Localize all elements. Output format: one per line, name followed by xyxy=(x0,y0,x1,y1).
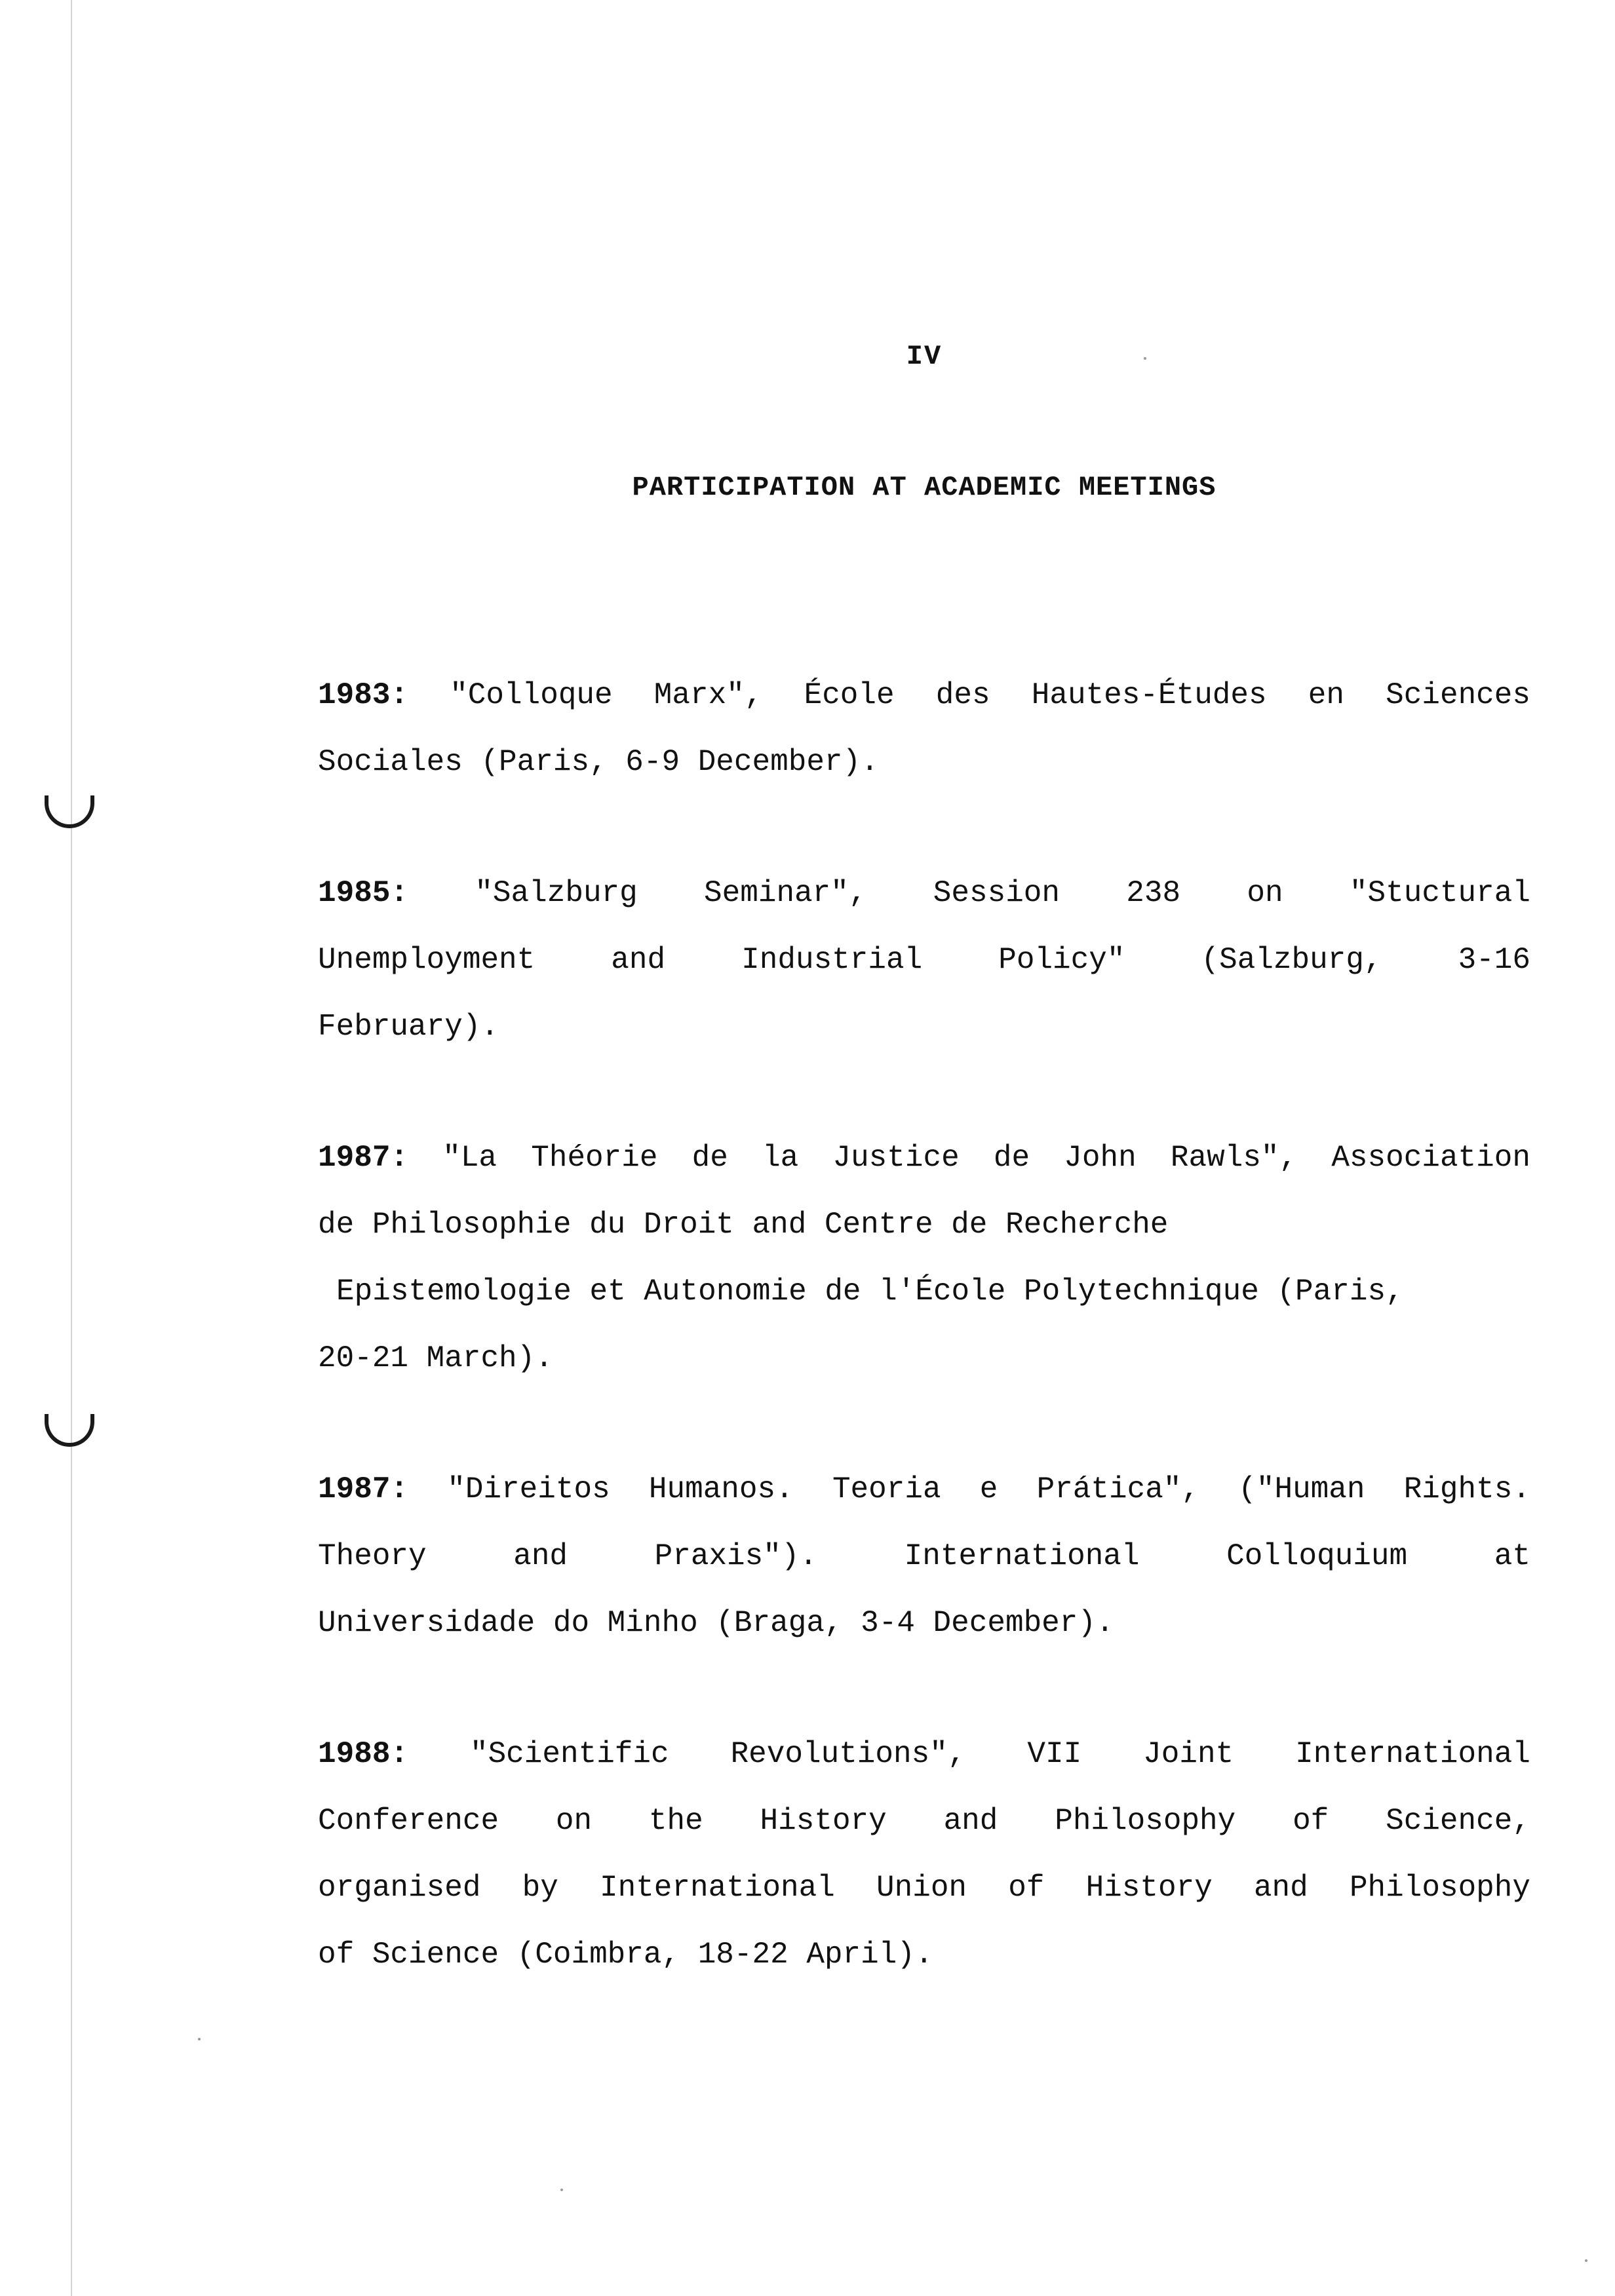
entry-word: Conference xyxy=(318,1804,499,1838)
entry-line xyxy=(318,1854,1530,1921)
entry-line: February). xyxy=(318,1010,499,1044)
meeting-year: 1985: xyxy=(318,876,409,910)
entry-line xyxy=(318,1124,1530,1191)
meeting-entry xyxy=(318,662,1530,795)
entry-word: Théorie xyxy=(531,1141,658,1175)
entry-word: History xyxy=(760,1804,887,1838)
meeting-entry xyxy=(318,860,1530,1060)
meeting-entry xyxy=(318,1456,1530,1656)
entry-word: 238 xyxy=(1126,876,1181,910)
entry-word: organised xyxy=(318,1871,481,1905)
entry-word: at xyxy=(1494,1539,1530,1573)
entry-word: e xyxy=(979,1472,998,1506)
entry-word: la xyxy=(762,1141,799,1175)
entry-word: (Salzburg, xyxy=(1201,943,1382,977)
scan-speck xyxy=(198,2038,201,2040)
entry-word: Policy" xyxy=(998,943,1125,977)
entry-word: by xyxy=(522,1871,558,1905)
entry-line xyxy=(318,860,1530,927)
meetings-list xyxy=(318,662,1530,1988)
entry-word: Colloquium xyxy=(1226,1539,1408,1573)
scan-speck xyxy=(560,2189,563,2191)
meeting-year: 1987: xyxy=(318,1472,409,1506)
entry-word: Industrial xyxy=(741,943,923,977)
binding-margin-line xyxy=(71,0,72,2296)
entry-word: "Stuctural xyxy=(1349,876,1530,910)
entry-word: of xyxy=(1008,1871,1045,1905)
entry-word: Theory xyxy=(318,1539,427,1573)
section-title: PARTICIPATION AT ACADEMIC MEETINGS xyxy=(632,472,1216,503)
entry-line xyxy=(318,1523,1530,1590)
entry-word: de xyxy=(993,1141,1030,1175)
entry-word: "Colloque xyxy=(450,678,613,712)
entry-line: 20-21 March). xyxy=(318,1341,553,1375)
entry-word: Joint xyxy=(1143,1737,1234,1771)
entry-word: des xyxy=(935,678,990,712)
entry-word: John xyxy=(1064,1141,1137,1175)
entry-word: and xyxy=(1253,1871,1308,1905)
entry-word: History xyxy=(1085,1871,1213,1905)
entry-word: Philosophy xyxy=(1349,1871,1530,1905)
entry-word: Session xyxy=(933,876,1060,910)
entry-word: and xyxy=(943,1804,998,1838)
entry-word: of xyxy=(1293,1804,1329,1838)
entry-word: International xyxy=(1295,1737,1530,1771)
entry-word: Revolutions", xyxy=(730,1737,966,1771)
entry-word: Philosophy xyxy=(1055,1804,1236,1838)
entry-word: Rawls", xyxy=(1170,1141,1298,1175)
entry-word: and xyxy=(513,1539,568,1573)
entry-word: Association xyxy=(1331,1141,1530,1175)
entry-line xyxy=(318,1721,1530,1788)
section-number: IV xyxy=(906,341,943,372)
binder-hook-mark xyxy=(45,795,94,828)
entry-word: Science, xyxy=(1386,1804,1530,1838)
entry-word: Unemployment xyxy=(318,943,535,977)
meeting-year: 1988: xyxy=(318,1737,409,1771)
entry-word: 3-16 xyxy=(1458,943,1530,977)
entry-word: Prática", xyxy=(1036,1472,1200,1506)
entry-word: "Direitos xyxy=(447,1472,610,1506)
entry-word: en xyxy=(1308,678,1344,712)
entry-word: "La xyxy=(442,1141,497,1175)
entry-line: Epistemologie et Autonomie de l'École Polytechnique (Paris, xyxy=(336,1274,1404,1309)
entry-word: on xyxy=(1247,876,1283,910)
entry-line: de Philosophie du Droit and Centre de Recherche xyxy=(318,1208,1169,1242)
entry-word: de xyxy=(691,1141,728,1175)
entry-word: Union xyxy=(876,1871,967,1905)
entry-word: Humanos. xyxy=(648,1472,794,1506)
entry-line xyxy=(318,1456,1530,1523)
entry-word: International xyxy=(599,1871,835,1905)
entry-line: Universidade do Minho (Braga, 3-4 December). xyxy=(318,1606,1114,1640)
scan-speck xyxy=(1144,357,1146,360)
entry-word: and xyxy=(611,943,666,977)
entry-word: Praxis"). xyxy=(654,1539,818,1573)
entry-word: ("Human xyxy=(1238,1472,1365,1506)
entry-word: Rights. xyxy=(1403,1472,1530,1506)
entry-word: École xyxy=(804,678,895,712)
entry-line: Sociales (Paris, 6-9 December). xyxy=(318,745,879,779)
entry-word: Hautes-Études xyxy=(1031,678,1267,712)
meeting-entry xyxy=(318,1721,1530,1988)
entry-word: Marx", xyxy=(653,678,763,712)
entry-word: VII xyxy=(1027,1737,1082,1771)
meeting-year: 1987: xyxy=(318,1141,409,1175)
entry-word: "Salzburg xyxy=(475,876,638,910)
entry-line: of Science (Coimbra, 18-22 April). xyxy=(318,1938,933,1972)
entry-word: Seminar", xyxy=(704,876,867,910)
entry-line xyxy=(318,927,1530,993)
entry-word: "Scientific xyxy=(469,1737,669,1771)
scan-speck xyxy=(1585,2259,1587,2262)
entry-word: Sciences xyxy=(1386,678,1530,712)
entry-word: Teoria xyxy=(832,1472,941,1506)
entry-line xyxy=(318,1788,1530,1854)
meeting-year: 1983: xyxy=(318,678,409,712)
meeting-entry xyxy=(318,1124,1530,1392)
entry-line xyxy=(318,662,1530,729)
entry-word: on xyxy=(555,1804,593,1838)
entry-word: International xyxy=(904,1539,1140,1573)
entry-word: Justice xyxy=(832,1141,960,1175)
entry-word: the xyxy=(648,1804,703,1838)
binder-hook-mark xyxy=(45,1414,94,1447)
